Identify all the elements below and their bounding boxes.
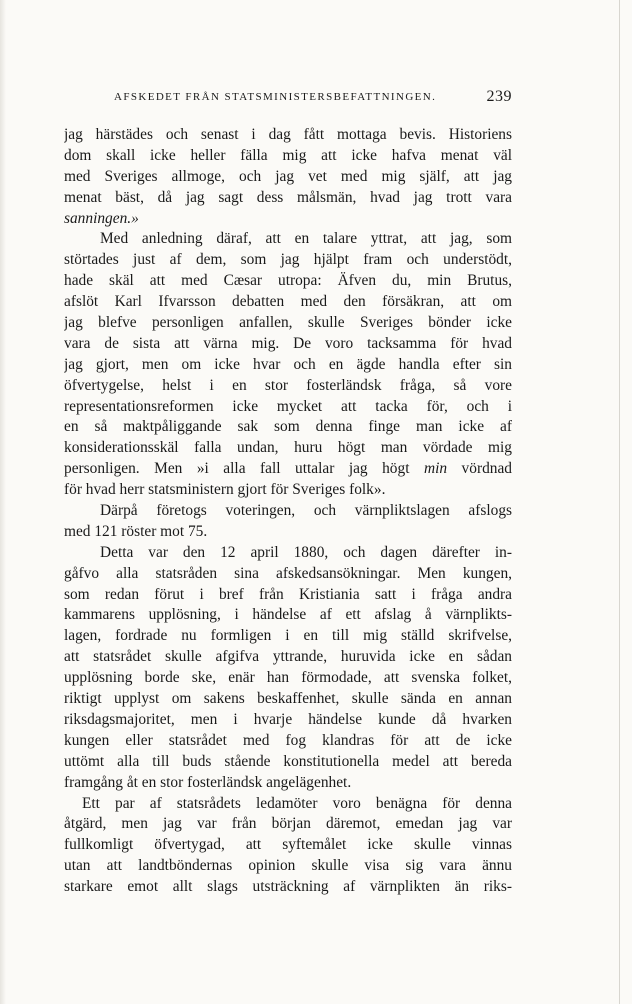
text-line: jag gjort, men om icke hvar och en ägde handla efter sin (64, 355, 512, 373)
page-edge-line (619, 0, 620, 1004)
text-line: sanningen.» (64, 209, 139, 227)
page-left-shadow (0, 0, 6, 1004)
body-text (64, 125, 512, 898)
text-line: Därpå företogs voteringen, och värnpliktslagen afslogs (100, 502, 512, 520)
text-line: gåfvo alla statsråden sina afskedsansökningar. Men kungen, (64, 564, 512, 582)
text-line: menat bäst, då jag sagt dess målsmän, hvad jag trott vara (64, 188, 512, 206)
text-line: för hvad herr statsministern gjort för Sveriges folk». (64, 481, 386, 499)
text-line: med 121 röster mot 75. (64, 522, 208, 540)
text-line: afslöt Karl Ifvarsson debatten med den försäkran, att om (64, 293, 512, 311)
text-line: jag blefve personligen anfallen, skulle Sveriges bönder icke (64, 314, 512, 332)
page-header (64, 88, 512, 110)
text-line: Med anledning däraf, att en talare yttrat, att jag, som (100, 230, 512, 248)
text-line: upplösning borde ske, enär han förmodade, att svenska folket, (64, 669, 512, 687)
running-head: AFSKEDET FRÅN STATSMINISTERSBEFATTNINGEN. (114, 91, 437, 103)
text-line: som redan förut i bref från Kristiania satt i fråga andra (64, 585, 512, 603)
text-line: riksdagsmajoritet, men i hvarje händelse kunde då hvarken (64, 710, 512, 728)
text-line: representationsreformen icke mycket att tacka för, och i (64, 397, 512, 415)
text-line: uttömt alla till buds stående konstitutionella medel att bereda (64, 752, 512, 770)
text-line: störtades just af dem, som jag hjälpt fram och understödt, (64, 251, 512, 269)
text-line: kammarens upplösning, i händelse af ett afslag å värnplikts- (64, 606, 512, 624)
text-line: personligen. Men »i alla fall uttalar jag högt min vördnad (64, 460, 512, 478)
text-line: åtgärd, men jag var från början däremot, emedan jag var (64, 815, 512, 833)
text-line: starkare emot allt slags utsträckning af värnplikten än riks- (64, 878, 512, 896)
text-line: kungen eller statsrådet med fog klandras för att de icke (64, 731, 512, 749)
text-line: utan att landtböndernas opinion skulle visa sig vara ännu (64, 857, 512, 875)
text-line: Ett par af statsrådets ledamöter voro benägna för denna (82, 794, 512, 812)
text-line: lagen, fordrade nu formligen i en till mig ställd skrifvelse, (64, 627, 512, 645)
text-line: en så maktpåliggande sak som denna finge man icke af (64, 418, 512, 436)
text-line: dom skall icke heller fälla mig att icke hafva menat väl (64, 146, 512, 164)
text-line: konsiderationsskäl falla undan, huru högt man vördade mig (64, 439, 512, 457)
text-line: riktigt upplyst om sakens beskaffenhet, skulle sända en annan (64, 690, 512, 708)
text-line: framgång åt en stor fosterländsk angelägenhet. (64, 773, 352, 791)
text-line: jag härstädes och senast i dag fått mottaga bevis. Historiens (64, 126, 512, 143)
text-line: hade skäl att med Cæsar utropa: Äfven du, min Brutus, (64, 272, 512, 290)
text-line: öfvertygelse, helst i en stor fosterländsk fråga, så vore (64, 376, 512, 394)
text-line: att statsrådet skulle afgifva yttrande, huruvida icke en sådan (64, 648, 512, 666)
text-line: Detta var den 12 april 1880, och dagen därefter in- (100, 543, 512, 561)
page-number: 239 (486, 88, 512, 105)
text-line: fullkomligt öfvertygad, att syftemålet icke skulle vinnas (64, 836, 512, 854)
text-line: med Sveriges allmoge, och jag vet med mig själf, att jag (64, 167, 512, 185)
text-line: vara de sista att värna mig. De voro tacksamma för hvad (64, 334, 512, 352)
